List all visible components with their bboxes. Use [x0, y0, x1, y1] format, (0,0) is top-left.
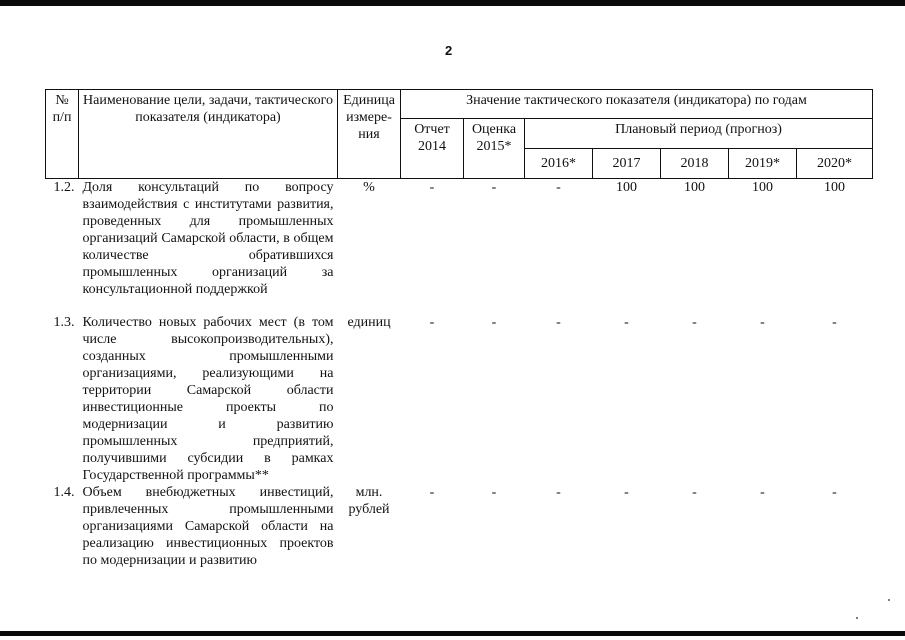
- header-report-2014: Отчет 2014: [401, 119, 464, 179]
- unit-cell: единиц: [347, 315, 391, 330]
- value-cell: -: [692, 315, 697, 330]
- value-cell: -: [491, 315, 497, 330]
- indicator-name: Объем внебюджетных инвестиций, привлеченных промышленными организациями Самарской области на реализацию инвестиционных проектов по модернизации и развитию: [82, 485, 334, 568]
- header-values-group: Значение тактического показателя (индикатора) по годам: [401, 90, 873, 119]
- table-row: [46, 179, 873, 315]
- value-cell: 100: [616, 180, 637, 195]
- header-no: № п/п: [46, 90, 79, 179]
- value-cell: -: [760, 315, 765, 330]
- header-year: 2018: [661, 149, 729, 179]
- header-name: Наименование цели, задачи, тактического показателя (индикатора): [79, 90, 338, 179]
- value-cell: -: [624, 315, 629, 330]
- header-plan-group: Плановый период (прогноз): [525, 119, 873, 149]
- header-estimate-2015: Оценка 2015*: [464, 119, 525, 179]
- top-border: [0, 0, 905, 6]
- header-year: 2019*: [729, 149, 797, 179]
- value-cell: 100: [752, 180, 773, 195]
- value-cell: -: [692, 485, 697, 500]
- row-number: 1.4.: [53, 485, 75, 500]
- unit-cell: млн. рублей: [348, 485, 390, 517]
- value-cell: -: [760, 485, 765, 500]
- value-cell: -: [491, 485, 497, 500]
- value-cell: -: [556, 485, 561, 500]
- page-number: 2: [445, 43, 453, 58]
- header-year: 2016*: [525, 149, 593, 179]
- value-cell: -: [832, 315, 837, 330]
- value-cell: -: [429, 180, 435, 195]
- indicator-name: Доля консультаций по вопросу взаимодействия с институтами развития, проведенных для промышленных организаций Самарской области, в общем количестве обратившихся промышленных организаций за консультационной поддержкой: [82, 180, 334, 297]
- row-number: 1.2.: [53, 180, 75, 195]
- value-cell: -: [624, 485, 629, 500]
- value-cell: 100: [824, 180, 845, 195]
- value-cell: -: [429, 485, 435, 500]
- value-cell: 100: [684, 180, 705, 195]
- header-year: 2020*: [797, 149, 873, 179]
- value-cell: -: [429, 315, 435, 330]
- indicator-name: Количество новых рабочих мест (в том числе высокопроизводительных), созданных промышленными организациями, реализующими на территории Самарской области инвестиционные проекты по модернизации и развитию промышленных предприятий, получившими субсидии в рамках Государственной программы**: [82, 315, 334, 483]
- scan-speck: [888, 599, 890, 601]
- scan-speck: [856, 617, 858, 619]
- value-cell: -: [832, 485, 837, 500]
- value-cell: -: [556, 315, 561, 330]
- table-row: [46, 484, 873, 569]
- header-year: 2017: [593, 149, 661, 179]
- table-row: [46, 314, 873, 484]
- indicator-table: [45, 89, 873, 569]
- value-cell: -: [491, 180, 497, 195]
- row-number: 1.3.: [53, 315, 75, 330]
- unit-cell: %: [363, 180, 375, 195]
- value-cell: -: [556, 180, 561, 195]
- bottom-border: [0, 631, 905, 636]
- header-unit: Единица измере-ния: [338, 90, 401, 179]
